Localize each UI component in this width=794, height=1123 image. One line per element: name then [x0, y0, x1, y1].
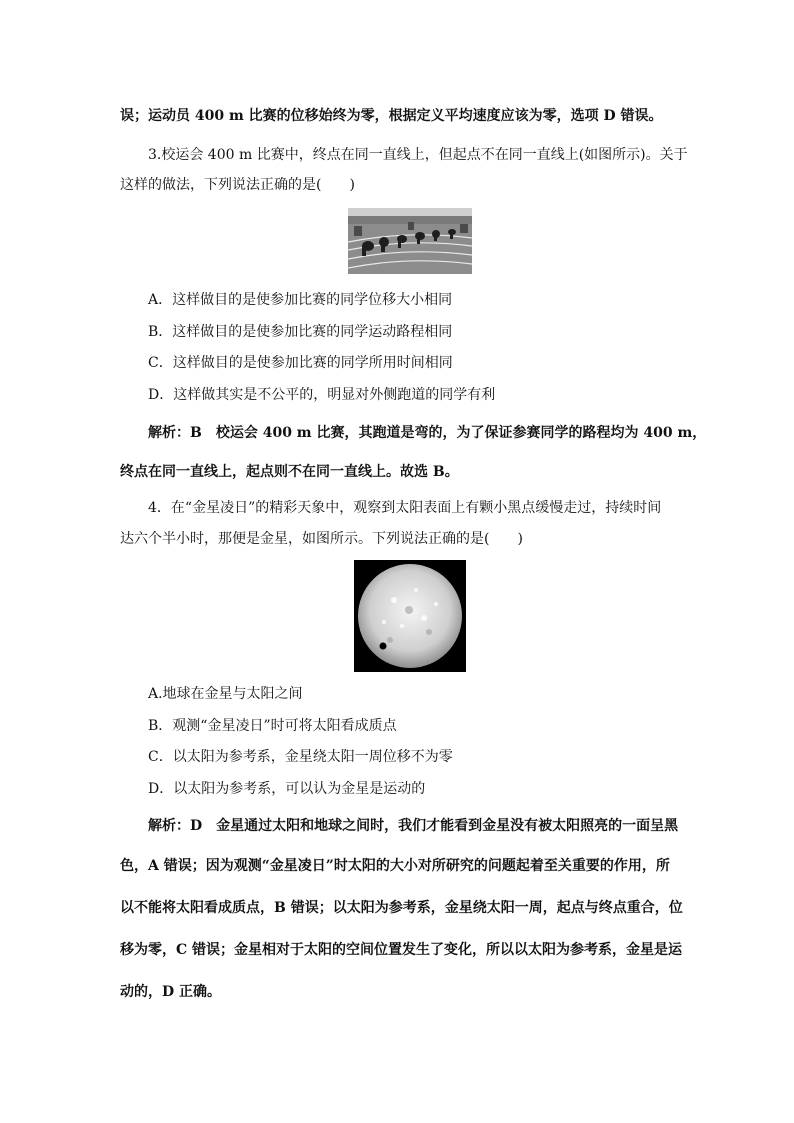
q3-option-d: D．这样做其实是不公平的，明显对外侧跑道的同学有利 [148, 387, 496, 403]
q3-solution-line-2: 终点在同一直线上，起点则不在同一直线上。故选 B。 [120, 464, 459, 480]
q4-solution-line-2: 色，A 错误；因为观测“金星凌日”时太阳的大小对所研究的问题起着至关重要的作用，所 [120, 858, 670, 874]
venus-dot [380, 643, 387, 650]
continued-solution-text: 误；运动员 400 m 比赛的位移始终为零，根据定义平均速度应该为零，选项 D 错误。 [120, 108, 663, 124]
q4-solution-line-5: 动的，D 正确。 [120, 984, 222, 1000]
venus-transit-sun-photo [354, 560, 466, 672]
q3-stem-line-2: 这样的做法，下列说法正确的是( ) [120, 177, 355, 193]
q3-option-c: C．这样做目的是使参加比赛的同学所用时间相同 [148, 355, 453, 371]
q4-solution-line-3: 以不能将太阳看成质点，B 错误；以太阳为参考系，金星绕太阳一周，起点与终点重合，位 [120, 900, 683, 916]
q4-option-b: B．观测“金星凌日”时可将太阳看成质点 [148, 718, 397, 734]
q3-stem-line-1: 3.校运会 400 m 比赛中，终点在同一直线上，但起点不在同一直线上(如图所示)。关于 [148, 147, 688, 163]
q4-option-d: D．以太阳为参考系，可以认为金星是运动的 [148, 781, 426, 797]
q4-option-c: C．以太阳为参考系，金星绕太阳一周位移不为零 [148, 749, 453, 765]
q4-solution-line-4: 移为零，C 错误；金星相对于太阳的空间位置发生了变化，所以以太阳为参考系，金星是运 [120, 942, 683, 958]
q3-option-b: B．这样做目的是使参加比赛的同学运动路程相同 [148, 324, 453, 340]
q4-stem-line-1: 4．在“金星凌日”的精彩天象中，观察到太阳表面上有颗小黑点缓慢走过，持续时间 [148, 500, 662, 516]
q4-option-a: A.地球在金星与太阳之间 [148, 686, 303, 702]
q4-solution-line-1: 解析：D 金星通过太阳和地球之间时，我们才能看到金星没有被太阳照亮的一面呈黑 [148, 818, 679, 834]
q4-stem-line-2: 达六个半小时，那便是金星，如图所示。下列说法正确的是( ) [120, 531, 523, 547]
q3-solution-line-1: 解析：B 校运会 400 m 比赛，其跑道是弯的，为了保证参赛同学的路程均为 400 m， [148, 425, 707, 441]
q3-option-a: A．这样做目的是使参加比赛的同学位移大小相同 [148, 292, 453, 308]
running-track-photo [348, 208, 472, 274]
